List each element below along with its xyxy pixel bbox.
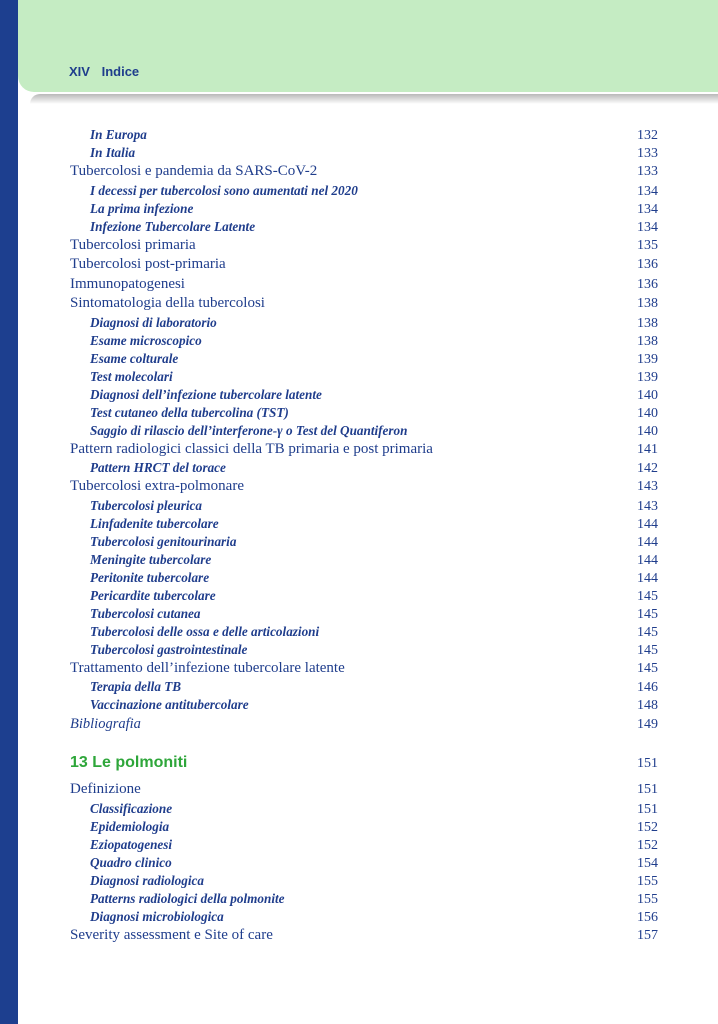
toc-entry-title: Diagnosi di laboratorio	[90, 314, 217, 330]
toc-entry-page-number: 155	[637, 873, 658, 889]
toc-entry-page-number: 133	[637, 164, 658, 179]
toc-entry[interactable]	[70, 459, 658, 477]
toc-entry-title: Quadro clinico	[90, 854, 172, 870]
header-shadow	[30, 94, 718, 104]
toc-entry-page-number: 144	[637, 516, 658, 532]
toc-entry-page-number: 138	[637, 315, 658, 331]
toc-entry[interactable]	[70, 854, 658, 872]
toc-entry-title: Pericardite tubercolare	[90, 587, 216, 603]
toc-entry[interactable]	[70, 872, 658, 890]
table-of-contents	[70, 126, 658, 945]
toc-entry-page-number: 149	[637, 717, 658, 732]
toc-entry-title: Epidemiologia	[90, 818, 170, 834]
toc-entry-page-number: 140	[637, 405, 658, 421]
toc-entry[interactable]	[70, 144, 658, 162]
toc-entry-page-number: 142	[637, 461, 658, 476]
toc-entry-title: Sintomatologia della tubercolosi	[70, 295, 265, 311]
toc-entry[interactable]	[70, 294, 658, 314]
toc-entry-title: Test molecolari	[90, 368, 173, 384]
toc-entry-page-number: 134	[637, 219, 658, 235]
chapter-title: 13 Le polmoniti	[70, 754, 188, 771]
toc-entry[interactable]	[70, 368, 658, 386]
toc-entry-title: Eziopatogenesi	[90, 836, 173, 852]
toc-entry[interactable]	[70, 440, 658, 460]
toc-entry[interactable]	[70, 890, 658, 908]
toc-entry[interactable]	[70, 422, 658, 440]
toc-entry[interactable]	[70, 404, 658, 422]
toc-entry-page-number: 136	[637, 276, 658, 292]
toc-entry-title: Diagnosi microbiologica	[90, 908, 224, 924]
toc-entry-page-number: 154	[637, 855, 658, 871]
toc-entry-page-number: 143	[637, 479, 658, 494]
toc-entry-title: Trattamento dell’infezione tubercolare latente	[70, 659, 345, 676]
toc-entry-title: Pattern radiologici classici della TB primaria e post primaria	[70, 440, 433, 457]
toc-entry-page-number: 144	[637, 552, 658, 568]
chapter-heading[interactable]	[70, 752, 658, 774]
toc-entry-page-number: 155	[637, 891, 658, 907]
side-color-band	[0, 0, 18, 1024]
toc-entry-title: In Europa	[90, 127, 147, 142]
toc-entry[interactable]	[70, 641, 658, 659]
toc-entry[interactable]	[70, 497, 658, 515]
toc-entry-page-number: 132	[637, 128, 658, 143]
toc-entry-title: Tubercolosi extra-polmonare	[70, 478, 244, 494]
toc-entry-title: Tubercolosi primaria	[70, 236, 196, 253]
toc-entry[interactable]	[70, 623, 658, 641]
toc-entry[interactable]	[70, 332, 658, 350]
toc-entry[interactable]	[70, 126, 658, 144]
toc-entry-page-number: 145	[637, 606, 658, 622]
toc-entry-page-number: 145	[637, 660, 658, 676]
toc-entry-title: Peritonite tubercolare	[90, 569, 210, 585]
toc-entry-title: Immunopatogenesi	[70, 275, 185, 292]
toc-entry[interactable]	[70, 275, 658, 295]
toc-entry-title: Tubercolosi post-primaria	[70, 256, 226, 272]
toc-entry-title: Patterns radiologici della polmonite	[90, 890, 285, 906]
toc-entry[interactable]	[70, 780, 658, 800]
toc-entry[interactable]	[70, 533, 658, 551]
toc-entry-page-number: 135	[637, 237, 658, 253]
toc-entry-page-number: 156	[637, 909, 658, 925]
toc-entry-title: Definizione	[70, 781, 141, 797]
toc-entry-title: Linfadenite tubercolare	[90, 515, 219, 531]
toc-entry-title: Esame microscopico	[90, 332, 202, 348]
toc-entry-title: Bibliografia	[70, 716, 141, 732]
toc-entry[interactable]	[70, 314, 658, 332]
toc-entry-title: Saggio di rilascio dell’interferone-γ o Test del Quantiferon	[90, 422, 408, 438]
toc-entry-title: Tubercolosi pleurica	[90, 497, 202, 513]
toc-entry-page-number: 157	[637, 927, 658, 943]
toc-entry-title: Infezione Tubercolare Latente	[90, 218, 256, 234]
toc-entry-page-number: 138	[637, 333, 658, 349]
toc-entry-title: Esame colturale	[90, 350, 179, 366]
toc-entry-title: Tubercolosi genitourinaria	[90, 533, 237, 549]
toc-entry[interactable]	[70, 255, 658, 275]
toc-entry-page-number: 138	[637, 296, 658, 311]
toc-entry-page-number: 151	[637, 782, 658, 797]
toc-entry[interactable]	[70, 818, 658, 836]
toc-entry-title: Tubercolosi e pandemia da SARS-CoV-2	[70, 163, 318, 179]
toc-entry-title: Vaccinazione antitubercolare	[90, 697, 249, 712]
toc-entry-title: Diagnosi radiologica	[90, 872, 204, 888]
toc-entry[interactable]	[70, 569, 658, 587]
toc-entry-page-number: 133	[637, 146, 658, 161]
toc-entry-title: Tubercolosi cutanea	[90, 605, 201, 621]
toc-entry-page-number: 152	[637, 819, 658, 835]
toc-entry-title: I decessi per tubercolosi sono aumentati nel 2020	[90, 182, 358, 198]
toc-entry-page-number: 145	[637, 642, 658, 658]
toc-entry-page-number: 152	[637, 837, 658, 853]
toc-entry-title: Meningite tubercolare	[90, 551, 212, 567]
toc-entry-title: Tubercolosi delle ossa e delle articolazioni	[90, 623, 320, 639]
toc-entry-title: Diagnosi dell’infezione tubercolare latente	[90, 386, 322, 402]
toc-entry[interactable]	[70, 162, 658, 182]
running-head-page-number: XIV	[69, 64, 90, 79]
toc-entry-title: Terapia della TB	[90, 679, 182, 694]
toc-entry-page-number: 141	[637, 441, 658, 457]
toc-entry-page-number: 148	[637, 698, 658, 713]
toc-entry-page-number: 145	[637, 588, 658, 604]
toc-section-pneumonia	[70, 780, 658, 945]
toc-entry-title: La prima infezione	[90, 200, 194, 216]
toc-entry-page-number: 140	[637, 423, 658, 439]
toc-entry[interactable]	[70, 218, 658, 236]
toc-entry[interactable]	[70, 926, 658, 946]
toc-entry[interactable]	[70, 696, 658, 714]
toc-entry-page-number: 144	[637, 570, 658, 586]
toc-entry[interactable]	[70, 659, 658, 679]
toc-entry[interactable]	[70, 477, 658, 497]
toc-entry[interactable]	[70, 800, 658, 818]
chapter-page-number: 151	[637, 756, 658, 771]
toc-entry-page-number: 151	[637, 801, 658, 817]
toc-entry-page-number: 145	[637, 624, 658, 640]
toc-entry-title: In Italia	[90, 145, 136, 160]
toc-entry[interactable]	[70, 182, 658, 200]
running-head	[69, 64, 139, 79]
toc-entry[interactable]	[70, 605, 658, 623]
toc-entry-page-number: 136	[637, 257, 658, 272]
toc-entry-page-number: 146	[637, 680, 658, 695]
toc-entry[interactable]	[70, 551, 658, 569]
toc-entry-page-number: 139	[637, 351, 658, 367]
toc-entry-title: Classificazione	[90, 800, 173, 816]
toc-entry[interactable]	[70, 714, 658, 734]
toc-entry-page-number: 134	[637, 201, 658, 217]
toc-entry-page-number: 134	[637, 183, 658, 199]
toc-entry-title: Severity assessment e Site of care	[70, 926, 273, 943]
toc-entry-title: Tubercolosi gastrointestinale	[90, 641, 248, 657]
toc-entry[interactable]	[70, 587, 658, 605]
toc-entry-title: Pattern HRCT del torace	[90, 460, 226, 475]
toc-entry-title: Test cutaneo della tubercolina (TST)	[90, 404, 289, 420]
toc-entry[interactable]	[70, 236, 658, 256]
toc-entry[interactable]	[70, 386, 658, 404]
toc-entry-page-number: 143	[637, 498, 658, 514]
toc-section-tuberculosis	[70, 126, 658, 734]
toc-entry[interactable]	[70, 836, 658, 854]
toc-entry-page-number: 139	[637, 369, 658, 385]
toc-entry-page-number: 144	[637, 534, 658, 550]
toc-entry[interactable]	[70, 200, 658, 218]
toc-entry[interactable]	[70, 678, 658, 696]
toc-entry[interactable]	[70, 515, 658, 533]
toc-entry[interactable]	[70, 908, 658, 926]
toc-entry-page-number: 140	[637, 387, 658, 403]
running-head-section: Indice	[101, 64, 140, 79]
toc-entry[interactable]	[70, 350, 658, 368]
